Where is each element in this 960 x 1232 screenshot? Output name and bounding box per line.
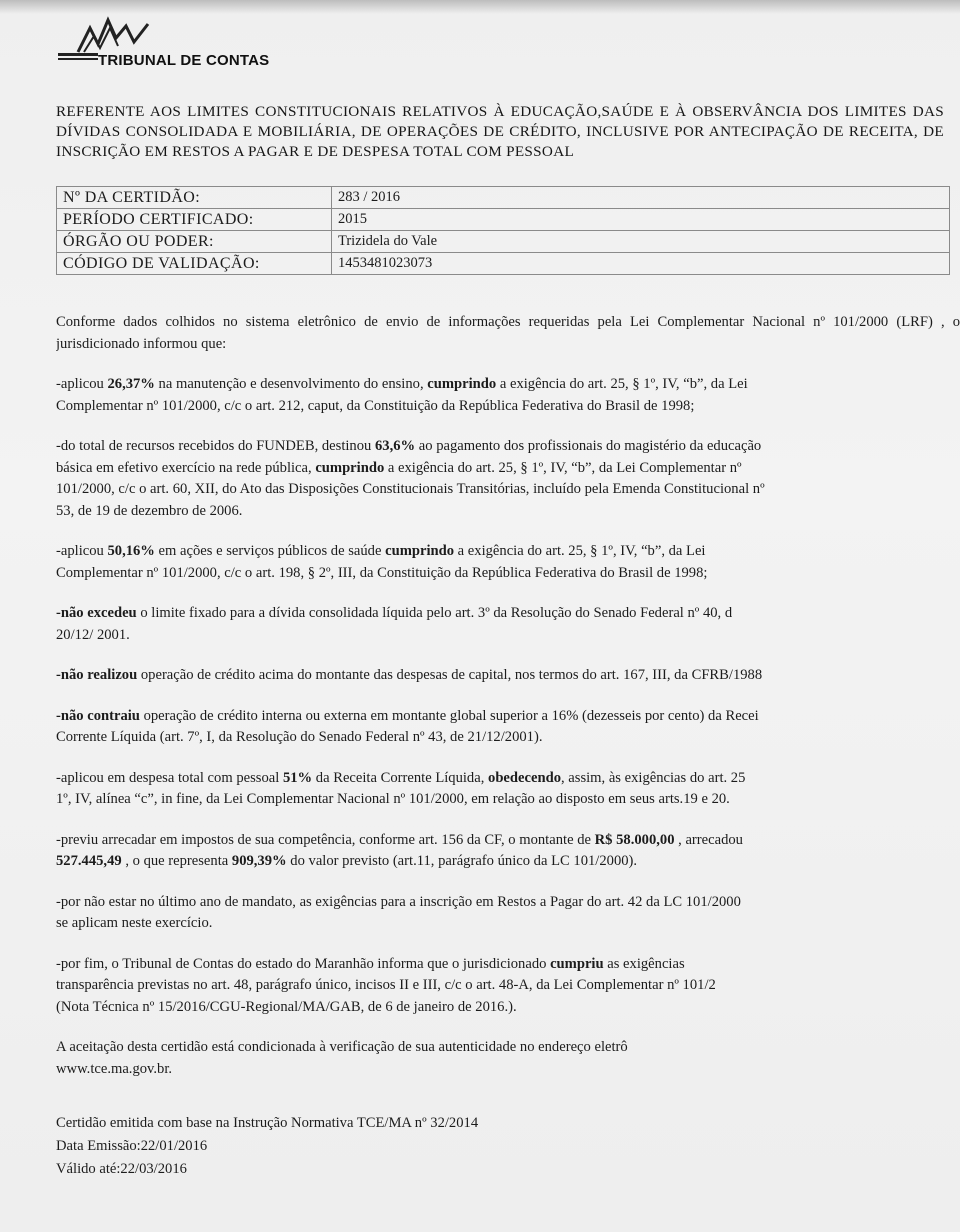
row-label: PERÍODO CERTIFICADO: bbox=[57, 209, 332, 231]
item-health: -aplicou 50,16% em ações e serviços públicos de saúde cumprindo a exigência do art. 25, § 1º, IV, “b”, da Lei Complementar nº 101/2000, c/c o art. 198, § 2º, III, da Constituição da República Federativa do Brasil de 1998; bbox=[56, 543, 708, 581]
acceptance-paragraph: A aceitação desta certidão está condicionada à verificação de sua autenticidade no endereço eletrô www.tce.ma.gov.br. bbox=[56, 1039, 628, 1077]
item-taxes: -previu arrecadar em impostos de sua competência, conforme art. 156 da CF, o montante de R$ 58.000,00 , arrecadou 527.445,49 , o que representa 909,39% do valor previsto (art.11, parágrafo único da LC 101/2000). bbox=[56, 831, 743, 869]
certificate-info-table bbox=[56, 186, 950, 275]
issue-date: Data Emissão:22/01/2016 bbox=[56, 1138, 208, 1154]
table-row bbox=[57, 187, 950, 209]
logo-title: TRIBUNAL DE CONTAS bbox=[98, 52, 270, 69]
item-remainders: -por não estar no último ano de mandato, as exigências para a inscrição em Restos a Pagar do art. 42 da LC 101/2000 se aplicam neste exercício. bbox=[56, 893, 741, 931]
item-personnel: -aplicou em despesa total com pessoal 51% da Receita Corrente Líquida, obedecendo, assim, às exigências do art. 25 1º, IV, alínea “c”, in fine, da Lei Complementar Nacional nº 101/2000, em relação ao disposto em seus arts.19 e 20. bbox=[56, 769, 746, 807]
issuance-basis: Certidão emitida com base na Instrução Normativa TCE/MA nº 32/2014 bbox=[56, 1115, 479, 1131]
item-transparency: -por fim, o Tribunal de Contas do estado do Maranhão informa que o jurisdicionado cumpriu as exigências transparência previstas no art. 48, parágrafo único, incisos II e III, c/c o art. 48-A, da Lei Complementar nº 101/2 (Nota Técnica nº 15/2016/CGU-Regional/MA/GAB, de 6 de janeiro de 2016.). bbox=[56, 955, 716, 1015]
item-credit: -não realizou operação de crédito acima do montante das despesas de capital, nos termos do art. 167, III, da CFRB/1988 bbox=[56, 667, 763, 683]
row-value: 2015 bbox=[332, 209, 950, 231]
table-row bbox=[57, 253, 950, 275]
row-label: ÓRGÃO OU PODER: bbox=[57, 231, 332, 253]
row-value: 283 / 2016 bbox=[332, 187, 950, 209]
validation-url: www.tce.ma.gov.br. bbox=[56, 1060, 173, 1077]
row-value: 1453481023073 bbox=[332, 253, 950, 275]
table-row bbox=[57, 231, 950, 253]
item-fundeb: -do total de recursos recebidos do FUNDEB, destinou 63,6% ao pagamento dos profissionais do magistério da educação básica em efetivo exercício na rede pública, cumprindo a exigência do art. 25, § 1º, IV, “b”, da Lei Complementar nº 101/2000, c/c o art. 60, XII, do Ato das Disposições Constitucionais Transitórias, incluído pela Emenda Constitucional nº 53, de 19 de dezembro de 2006. bbox=[56, 438, 765, 519]
intro-paragraph: Conforme dados colhidos no sistema eletrônico de envio de informações requeridas pela Lei Complementar Nacional nº 101/2000 (LRF) , o jurisdicionado informou que: bbox=[56, 314, 960, 352]
row-label: Nº DA CERTIDÃO: bbox=[57, 187, 332, 209]
row-value: Trizidela do Vale bbox=[332, 231, 950, 253]
item-education: -aplicou 26,37% na manutenção e desenvolvimento do ensino, cumprindo a exigência do art. 25, § 1º, IV, “b”, da Lei Complementar nº 101/2000, c/c o art. 212, caput, da Constituição da República Federativa do Brasil de 1998; bbox=[56, 376, 748, 414]
certificate-body bbox=[56, 312, 960, 1099]
valid-until: Válido até:22/03/2016 bbox=[56, 1161, 187, 1177]
tce-logo bbox=[56, 16, 276, 72]
document-title: REFERENTE AOS LIMITES CONSTITUCIONAIS RELATIVOS À EDUCAÇÃO,SAÚDE E À OBSERVÂNCIA DOS LIMITES DAS DÍVIDAS CONSOLIDADA E MOBILIÁRIA, DE OPERAÇÕES DE CRÉDITO, INCLUSIVE POR ANTECIPAÇÃO DE RECEITA, DE INSCRIÇÃO EM RESTOS A PAGAR E DE DESPESA TOTAL COM PESSOAL bbox=[56, 103, 944, 160]
item-contract: -não contraiu operação de crédito interna ou externa em montante global superior a 16% (dezesseis por cento) da Recei Corrente Líquida (art. 7º, I, da Resolução do Senado Federal nº 43, de 21/12/2001). bbox=[56, 707, 759, 745]
item-debt: -não excedeu o limite fixado para a dívida consolidada líquida pelo art. 3º da Resolução do Senado Federal nº 40, d 20/12/ 2001. bbox=[56, 605, 733, 643]
row-label: CÓDIGO DE VALIDAÇÃO: bbox=[57, 253, 332, 275]
certificate-footer bbox=[56, 1112, 656, 1181]
page-edge-shadow bbox=[0, 0, 960, 14]
table-row bbox=[57, 209, 950, 231]
